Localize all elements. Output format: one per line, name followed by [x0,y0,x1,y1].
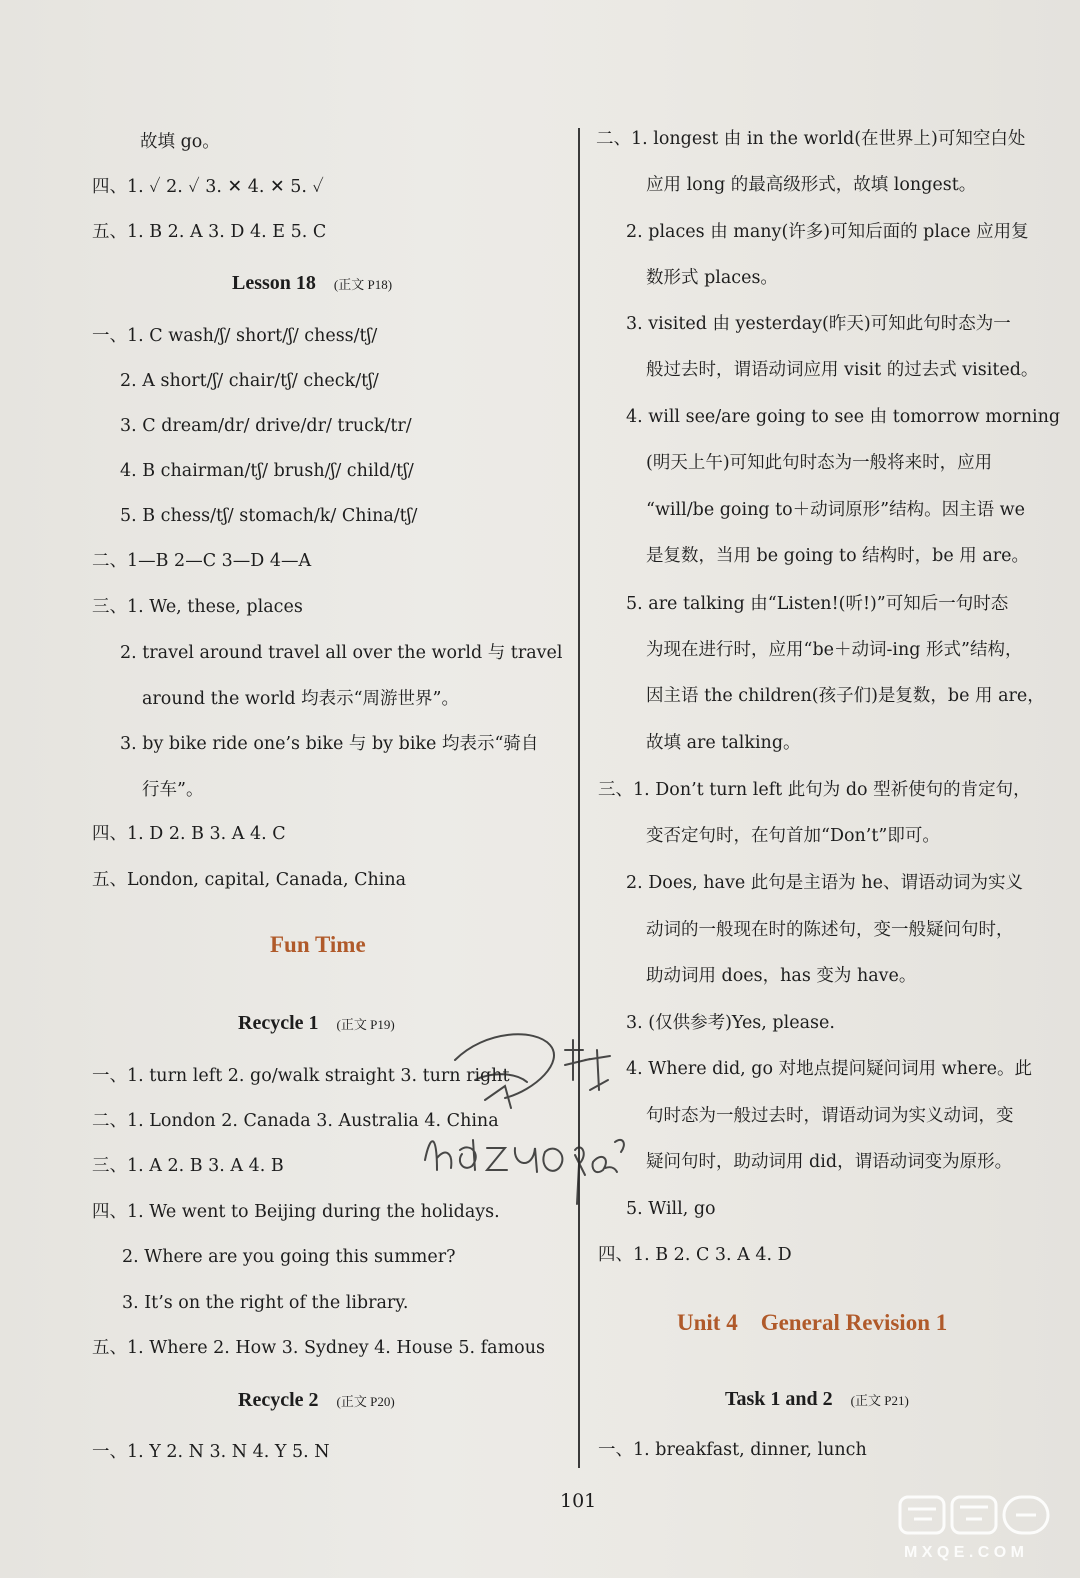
text-line: 2. Where are you going this summer? [122,1247,456,1267]
text-line: 一、1. turn left 2. go/walk straight 3. turn right [92,1066,510,1086]
recycle2-heading [238,1387,395,1415]
text-line: 般过去时，谓语动词应用 visit 的过去式 visited。 [646,360,1039,380]
text-line: 变否定句时，在句首加“Don’t”即可。 [646,826,940,846]
task-ref: (正文 P21) [850,1393,909,1408]
text-line: 5. Will, go [626,1199,716,1219]
text-line: 四、1. B 2. C 3. A 4. D [598,1245,792,1265]
text-line: 2. places 由 many(许多)可知后面的 place 应用复 [626,222,1029,242]
funtime-title: Fun Time [270,932,366,957]
task-heading [725,1386,909,1414]
text-line: 2. A short/ʃ/ chair/tʃ/ check/tʃ/ [120,371,379,391]
text-line: 五、1. B 2. A 3. D 4. E 5. C [92,222,327,242]
text-line: 四、1. ✓ 2. ✓ 3. ✕ 4. ✕ 5. ✓ [92,177,324,197]
text-line: 三、1. We, these, places [92,597,303,617]
text-line: 应用 long 的最高级形式，故填 longest。 [646,175,977,195]
text-line: 一、1. C wash/ʃ/ short/ʃ/ chess/tʃ/ [92,326,378,346]
text-line: 因主语 the children(孩子们)是复数，be 用 are， [646,686,1045,706]
text-line: 四、1. We went to Beijing during the holidays. [92,1202,500,1222]
text-line: (明天上午)可知此句时态为一般将来时，应用 [646,453,993,473]
text-line: 三、1. A 2. B 3. A 4. B [92,1156,284,1176]
text-line: 4. Where did, go 对地点提问疑问词用 where。此 [626,1059,1032,1079]
text-line: 5. B chess/tʃ/ stomach/k/ China/tʃ/ [120,506,418,526]
text-line: 四、1. D 2. B 3. A 4. C [92,824,286,844]
text-line: 二、1—B 2—C 3—D 4—A [92,551,312,571]
task-title: Task 1 and 2 [725,1388,833,1410]
text-line: “will/be going to＋动词原形”结构。因主语 we [646,500,1026,520]
text-line: 一、1. breakfast, dinner, lunch [598,1440,867,1460]
lesson18-heading [232,270,392,298]
text-line: 3. by bike ride one’s bike 与 by bike 均表示“骑自 [120,734,539,754]
lesson18-title: Lesson 18 [232,272,316,294]
text-line: around the world 均表示“周游世界”。 [142,689,459,709]
text-line: 为现在进行时，应用“be＋动词-ing 形式”结构， [646,640,1023,660]
lesson18-ref: (正文 P18) [333,277,393,292]
text-line: 故填 are talking。 [646,733,801,753]
page-number: 101 [560,1490,597,1512]
text-line: 4. B chairman/tʃ/ brush/ʃ/ child/tʃ/ [120,461,414,481]
text-line: 2. travel around travel all over the world 与 travel [120,643,563,663]
text-line: 2. Does, have 此句是主语为 he、谓语动词为实义 [626,873,1023,893]
text-line: 5. are talking 由“Listen!(听!)”可知后一句时态 [626,594,1009,614]
text-line: 3. (仅供参考)Yes, please. [626,1013,835,1033]
text-line: 3. C dream/dr/ drive/dr/ truck/tr/ [120,416,412,436]
text-line: 助动词用 does，has 变为 have。 [646,966,917,986]
text-line: 疑问句时，助动词用 did，谓语动词变为原形。 [646,1152,1013,1172]
column-divider [578,128,580,1468]
text-line: 二、1. longest 由 in the world(在世界上)可知空白处 [596,129,1026,149]
text-line: 行车”。 [142,780,204,800]
recycle2-title: Recycle 2 [238,1389,319,1411]
text-line: 是复数，当用 be going to 结构时，be 用 are。 [646,546,1030,566]
recycle1-ref: (正文 P19) [336,1017,395,1032]
text-line: 3. It’s on the right of the library. [122,1293,409,1313]
text-line: 3. visited 由 yesterday(昨天)可知此句时态为一 [626,314,1011,334]
text-line: 句时态为一般过去时，谓语动词为实义动词，变 [646,1106,1014,1126]
text-line: 故填 go。 [140,132,220,152]
text-line: 五、1. Where 2. How 3. Sydney 4. House 5. famous [92,1338,545,1358]
text-line: 三、1. Don’t turn left 此句为 do 型祈使句的肯定句， [598,780,1031,800]
text-line: 二、1. London 2. Canada 3. Australia 4. China [92,1111,499,1131]
text-line: 数形式 places。 [646,268,778,288]
text-line: 4. will see/are going to see 由 tomorrow morning [626,407,1061,427]
text-line: 五、London, capital, Canada, China [92,870,407,890]
recycle2-ref: (正文 P20) [336,1394,395,1409]
svg-text:M X Q E . C O M: M X Q E . C O M [904,1544,1025,1561]
recycle1-heading [238,1010,395,1038]
unit4-title: Unit 4 General Revision 1 [677,1310,948,1335]
site-logo [890,1491,1070,1566]
text-line: 动词的一般现在时的陈述句，变一般疑问句时， [646,920,1014,940]
watermark-stamp [415,1020,630,1210]
recycle1-title: Recycle 1 [238,1012,319,1034]
text-line: 一、1. Y 2. N 3. N 4. Y 5. N [92,1442,330,1462]
